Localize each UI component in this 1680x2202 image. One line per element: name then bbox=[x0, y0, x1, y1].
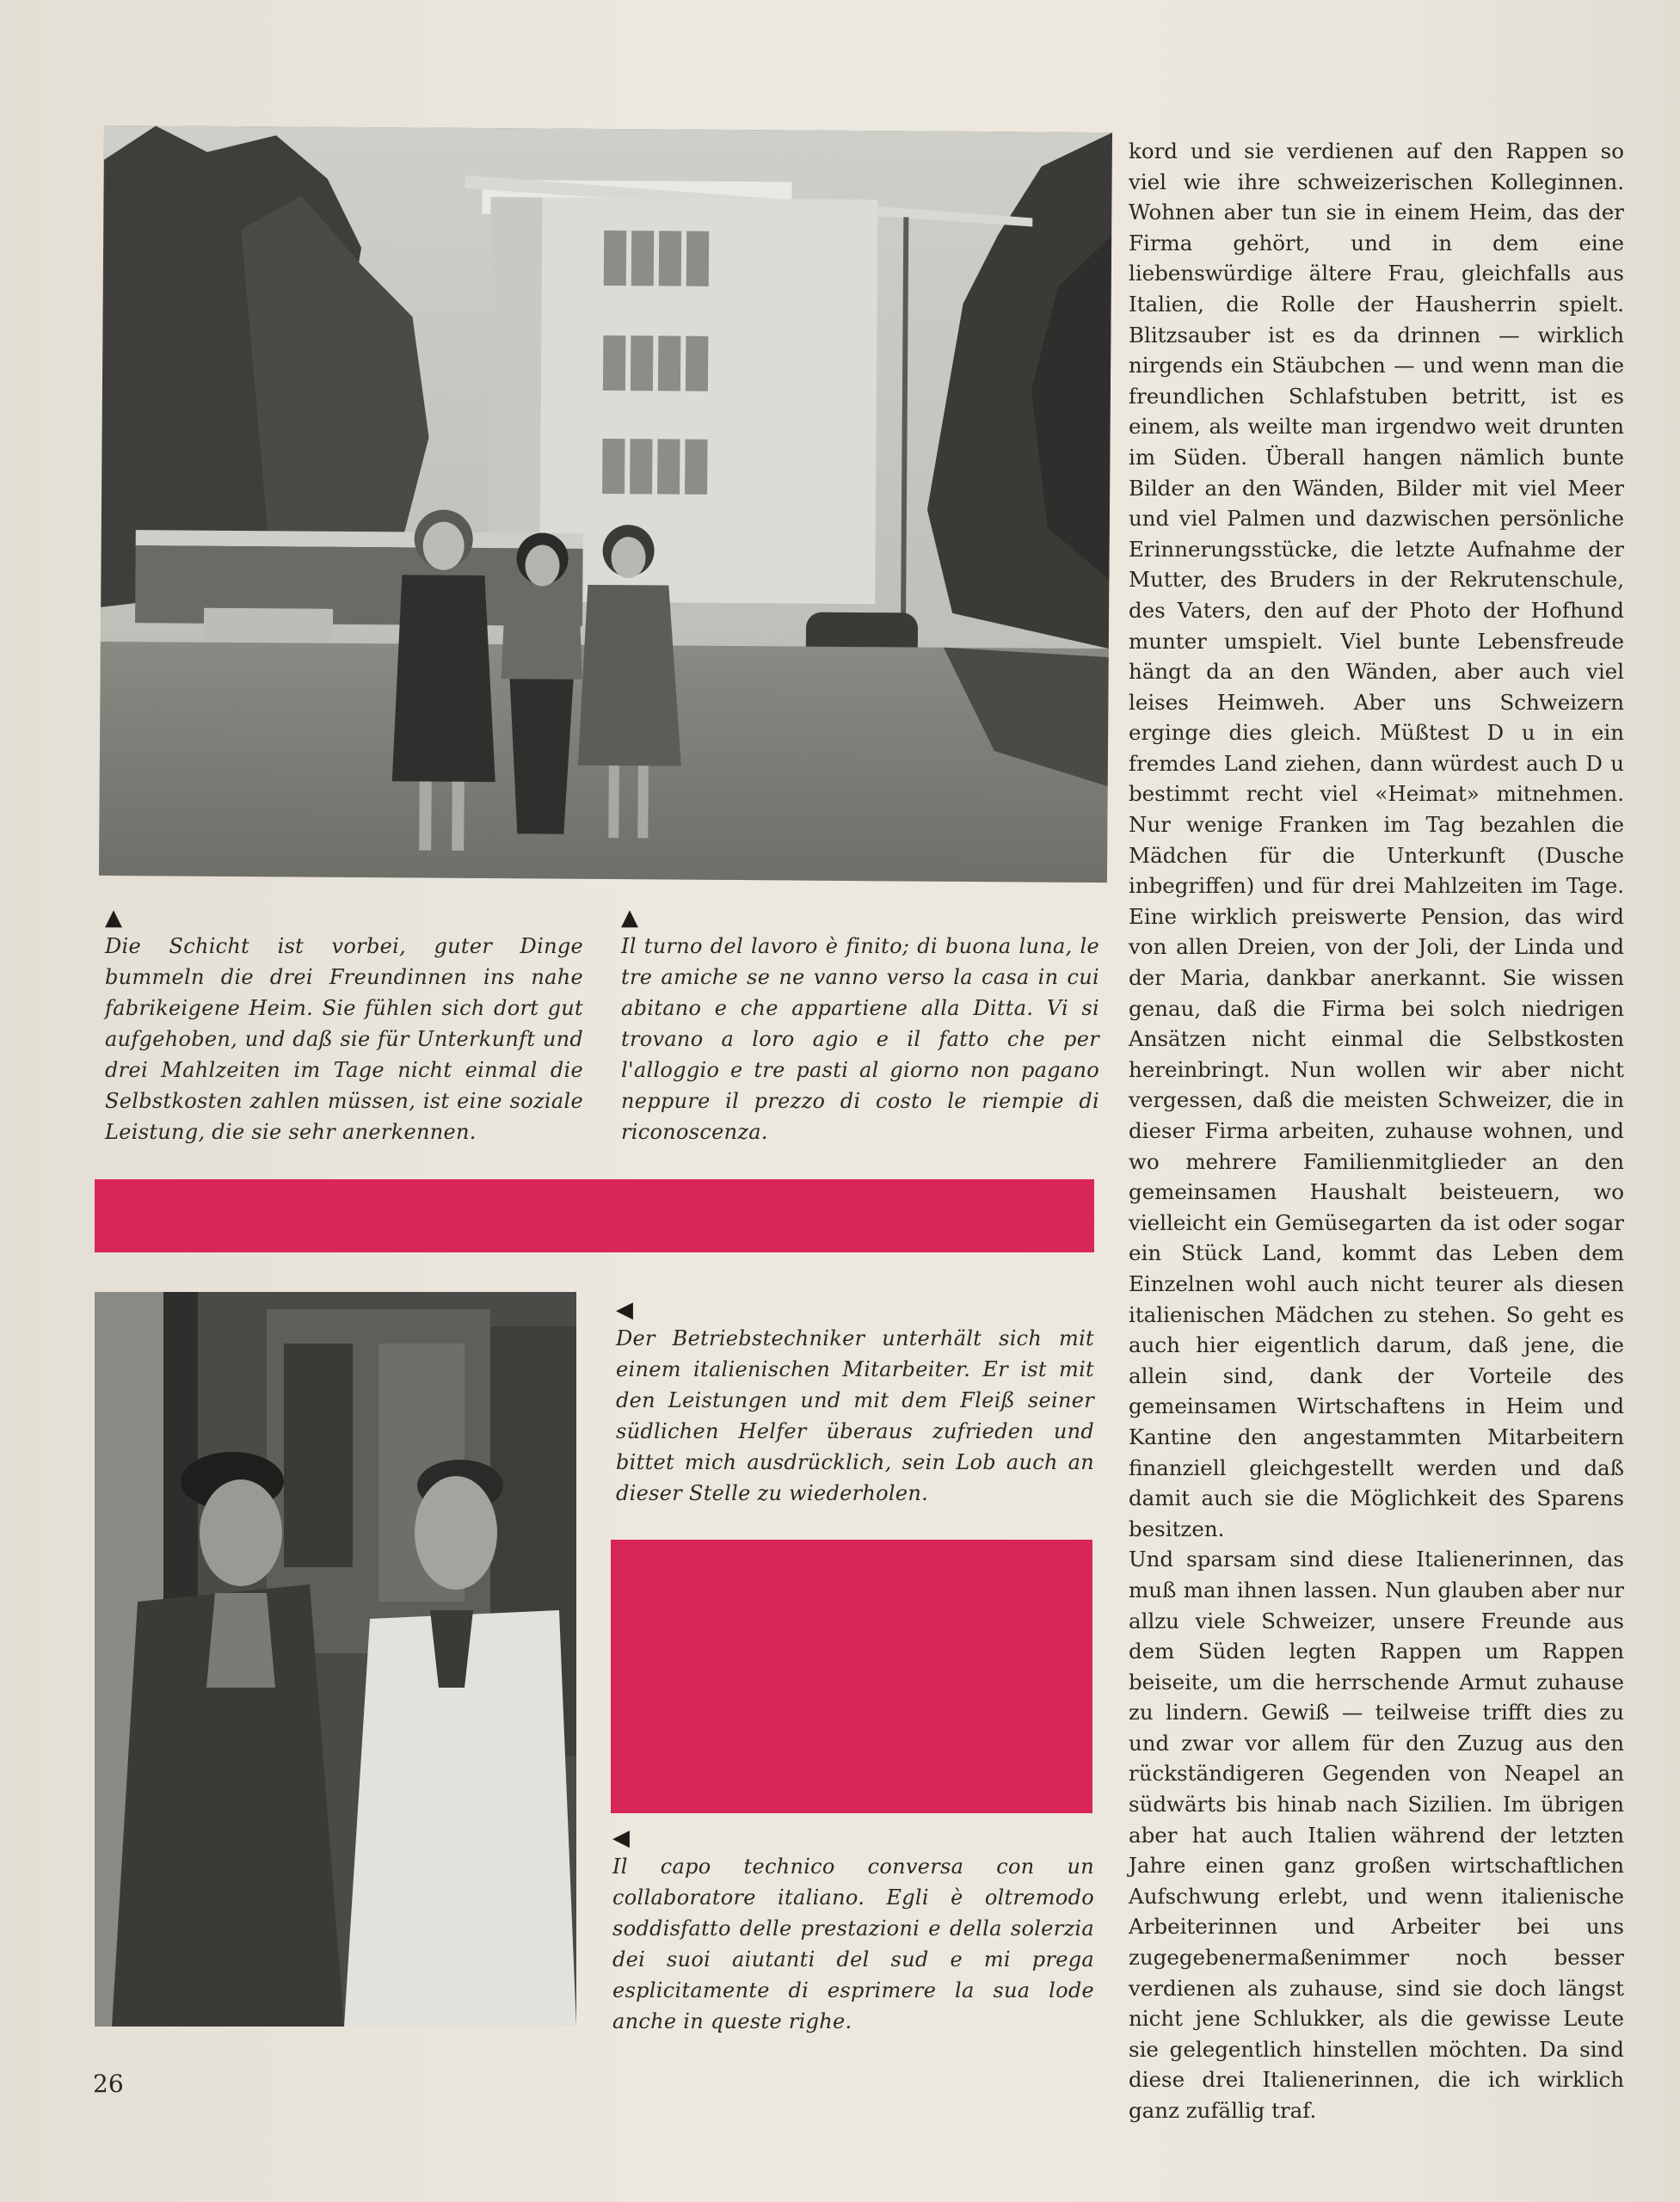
article-paragraph: Und sparsam sind diese Italienerinnen, das muß man ihnen lassen. Nun glauben aber nur allzu viele Schweizer, unsere Freunde aus dem Süden legten Rappen um Rappen beiseite, um die herrschende Armut zuhause zu lindern. Gewiß — teilweise trifft dies zu und zwar vor allem für den Zuzug aus den rückständigeren Gegenden von Neapel an südwärts bis hinab nach Sizilien. Im übrigen aber hat auch Italien während der letzten Jahre einen ganz großen wirtschaftlichen Aufschwung erlebt, und wenn italienische Arbeiterinnen und Arbeiter bei uns zugegebenermaßenimmer noch besser verdienen als zuhause, sind sie doch längst nicht jene Schlukker, als die gewisse Leute sie gelegentlich hinstellen möchten. Da sind diese drei Italienerinnen, die ich wirklich ganz zufällig traf. bbox=[1129, 1547, 1624, 2123]
up-triangle-icon: ▲ bbox=[105, 905, 123, 931]
caption-german-bottom-text: Der Betriebstechniker unterhält sich mit einem italienischen Mitarbeiter. Er ist mit den Leistungen und mit dem Fleiß seiner südlichen Helfer überaus zufrieden und bittet mich ausdrücklich, sein Lob auch an dieser Stelle zu wiederholen. bbox=[616, 1326, 1094, 1505]
red-color-bar bbox=[95, 1179, 1094, 1252]
caption-italian-top bbox=[621, 905, 1099, 1147]
caption-italian-bottom bbox=[612, 1825, 1094, 2037]
page-number: 26 bbox=[93, 2070, 124, 2098]
caption-german-bottom bbox=[616, 1297, 1094, 1509]
caption-italian-top-text: Il turno del lavoro è finito; di buona luna, le tre amiche se ne vanno verso la casa in cui abitano e che appartiene alla Ditta. Vi si trovano a loro agio e il fatto che per l'alloggio e tre pasti al giorno non pagano neppure il prezzo di costo le riempie di riconoscenza. bbox=[621, 934, 1099, 1144]
left-triangle-icon: ◀ bbox=[612, 1825, 631, 1851]
caption-german-top bbox=[105, 905, 583, 1147]
caption-italian-bottom-text: Il capo technico conversa con un collaboratore italiano. Egli è oltremodo soddisfatto delle prestazioni e della solerzia dei suoi aiutanti del sud e mi prega esplicitamente di esprimere la sua lode anche in queste righe. bbox=[612, 1854, 1094, 2033]
caption-german-top-text: Die Schicht ist vorbei, guter Dinge bummeln die drei Freundinnen ins nahe fabrikeigene Heim. Sie fühlen sich dort gut aufgehoben, und daß sie für Unterkunft und drei Mahlzeiten im Tage nicht einmal die Selbstkosten zahlen müssen, ist eine soziale Leistung, die sie sehr anerkennen. bbox=[105, 934, 583, 1144]
article-paragraph: kord und sie verdienen auf den Rappen so viel wie ihre schweizerischen Kolleginnen. Wohnen aber tun sie in einem Heim, das der Firma gehört, und in dem eine liebenswürdige ältere Frau, gleichfalls aus Italien, die Rolle der Hausherrin spielt. Blitzsauber ist es da drinnen — wirklich nirgends ein Stäubchen — und wenn man die freundlichen Schlafstuben betritt, ist es einem, als weilte man irgendwo weit drunten im Süden. Überall hangen nämlich bunte Bilder an den Wänden, Bilder mit viel Meer und viel Palmen und dazwischen persönliche Erinnerungsstücke, die letzte Aufnahme der Mutter, des Bruders in der Rekrutenschule, des Vaters, den auf der Photo der Hofhund munter umspielt. Viel bunte Lebensfreude hängt da an den Wänden, aber auch viel leises Heimweh. Aber uns Schweizern erginge dies gleich. Müßtest D u in ein fremdes Land ziehen, dann würdest auch D u bestimmt recht viel «Heimat» mitnehmen. Nur wenige Franken im Tag bezahlen die Mädchen für die Unterkunft (Dusche inbegriffen) und für drei Mahlzeiten im Tage. Eine wirklich preiswerte Pension, das wird von allen Dreien, von der Joli, der Linda und der Maria, dankbar anerkannt. Sie wissen genau, daß die Firma bei solch niedrigen Ansätzen nicht einmal die Selbstkosten hereinbringt. Nun wollen wir aber nicht vergessen, daß die meisten Schweizer, die in dieser Firma arbeiten, zuhause wohnen, und wo mehrere Familienmitglieder an den gemeinsamen Haushalt beisteuern, wo vielleicht ein Gemüsegarten da ist oder sogar ein Stück Land, kommt das Leben dem Einzelnen wohl auch nicht teurer als diesen italienischen Mädchen zu stehen. So geht es auch hier eigentlich darum, daß jene, die allein sind, dank der Vorteile des gemeinsamen Wirtschaftens in Heim und Kantine den angestammten Mitarbeitern finanziell gleichgestellt werden und daß damit auch sie die Möglichkeit des Sparens besitzen. bbox=[1129, 138, 1624, 1541]
red-color-box bbox=[611, 1540, 1092, 1813]
up-triangle-icon: ▲ bbox=[621, 905, 639, 931]
photo-three-women-image bbox=[99, 126, 1112, 883]
photo-three-women bbox=[99, 126, 1112, 883]
article-column bbox=[1129, 136, 1624, 2126]
left-triangle-icon: ◀ bbox=[616, 1297, 634, 1323]
photo-two-men-image bbox=[95, 1292, 576, 2027]
photo-two-men bbox=[95, 1292, 576, 2027]
